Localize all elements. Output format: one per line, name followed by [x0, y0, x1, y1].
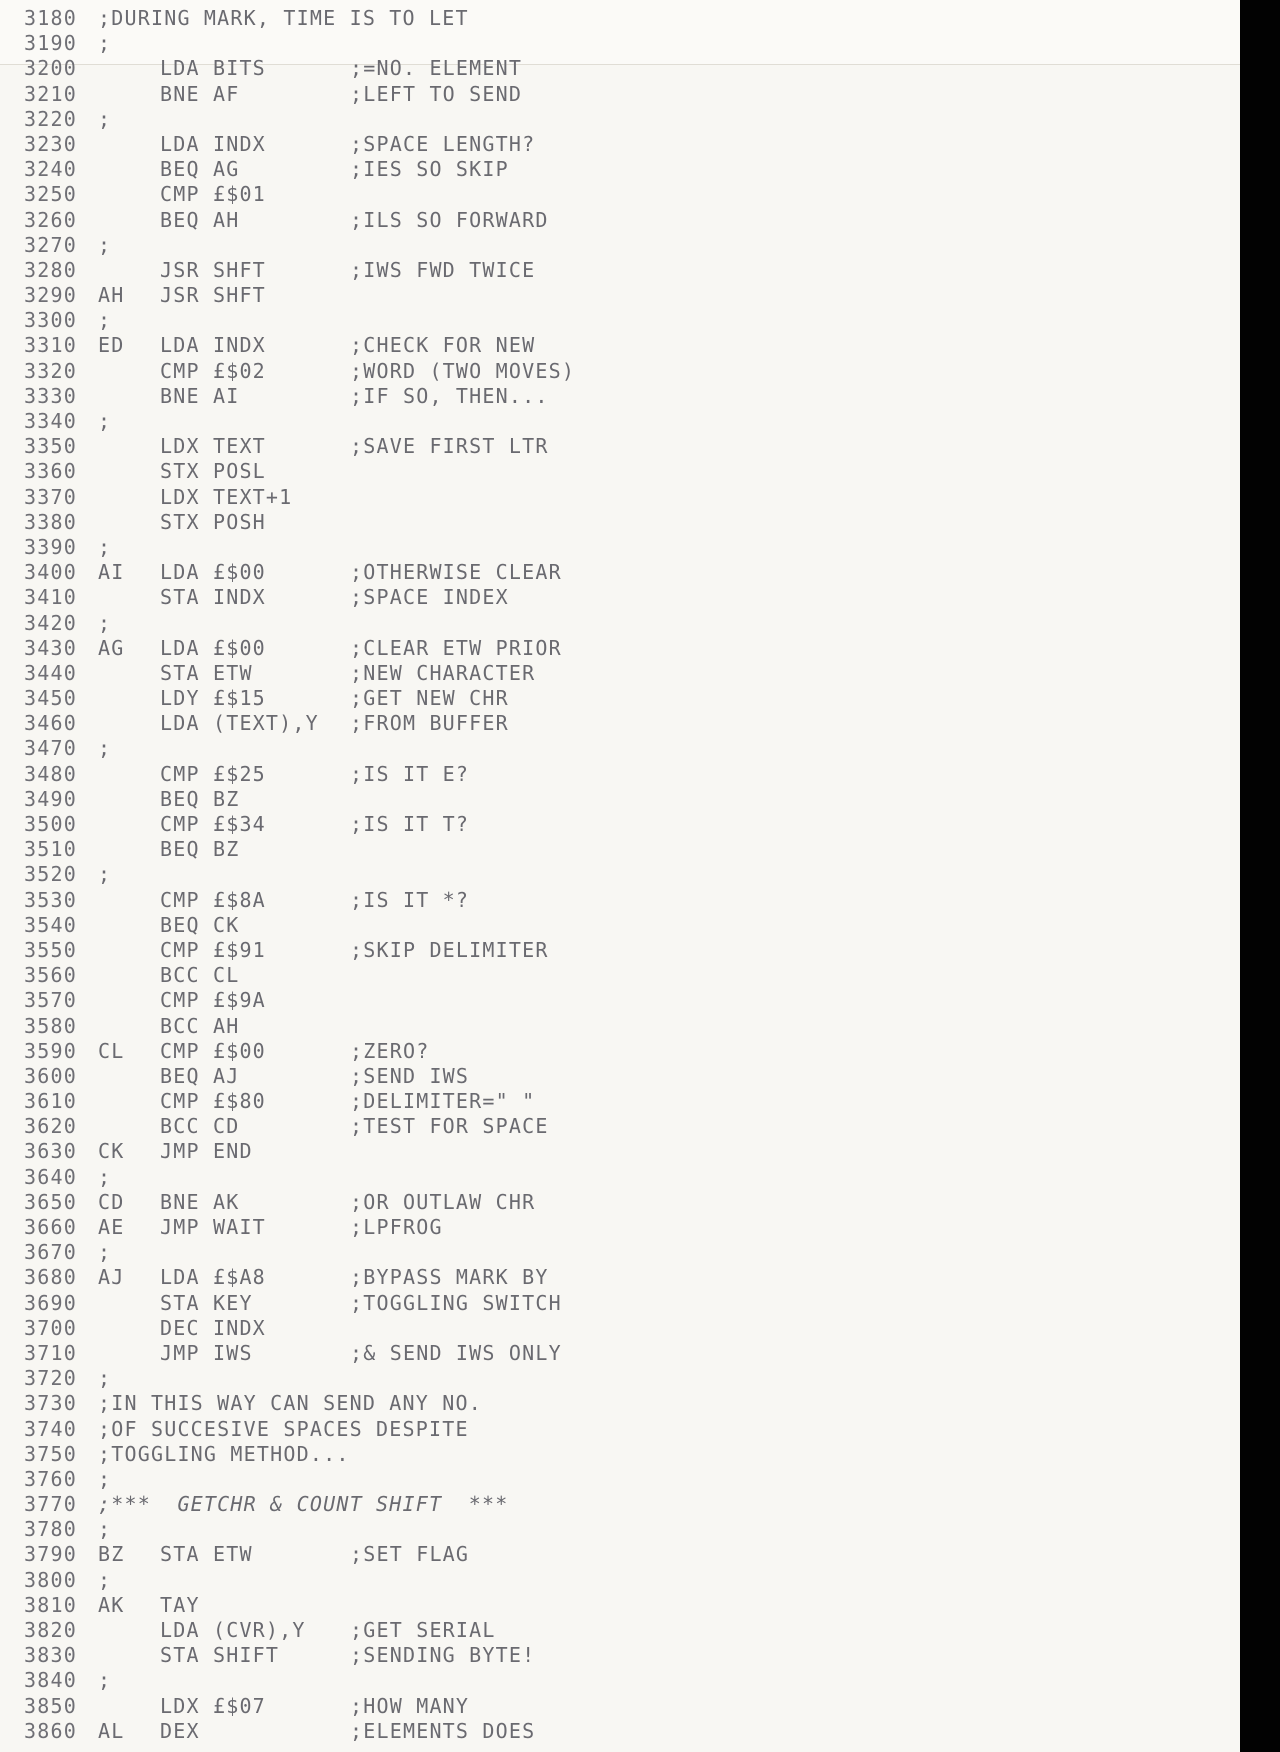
line-number: 3610 — [24, 1089, 77, 1114]
line-comment: ; — [98, 232, 112, 257]
line-instruction: LDX £$07 — [160, 1693, 266, 1718]
line-instruction: CMP £$91 — [160, 937, 266, 962]
line-comment: ;LEFT TO SEND — [350, 81, 523, 106]
line-number: 3220 — [24, 106, 77, 131]
code-line — [24, 1492, 575, 1517]
line-label: AL — [98, 1718, 125, 1743]
line-instruction: CMP £$02 — [160, 358, 266, 383]
code-line — [24, 485, 575, 510]
line-comment: ; — [98, 1240, 112, 1265]
line-instruction: LDA £$00 — [160, 560, 266, 585]
code-line — [24, 56, 575, 81]
line-instruction: BCC AH — [160, 1013, 240, 1038]
code-line — [24, 1618, 575, 1643]
line-number: 3390 — [24, 534, 77, 559]
line-number: 3450 — [24, 686, 77, 711]
line-number: 3480 — [24, 761, 77, 786]
line-label: BZ — [98, 1542, 125, 1567]
line-comment: ; — [98, 1668, 112, 1693]
line-number: 3690 — [24, 1290, 77, 1315]
code-line — [24, 1542, 575, 1567]
line-comment: ; — [98, 862, 112, 887]
line-comment: ;DELIMITER=" " — [350, 1089, 536, 1114]
code-line — [24, 132, 575, 157]
line-comment: ;=NO. ELEMENT — [350, 56, 523, 81]
line-number: 3410 — [24, 585, 77, 610]
line-number: 3380 — [24, 509, 77, 534]
code-line — [24, 888, 575, 913]
line-number: 3370 — [24, 484, 77, 509]
line-instruction: BNE AK — [160, 1189, 240, 1214]
code-line — [24, 157, 575, 182]
line-instruction: JMP END — [160, 1139, 253, 1164]
code-line — [24, 510, 575, 535]
line-instruction: CMP £$8A — [160, 887, 266, 912]
line-comment: ;ELEMENTS DOES — [350, 1718, 536, 1743]
line-label: ED — [98, 333, 125, 358]
line-instruction: CMP £$34 — [160, 812, 266, 836]
line-label: AI — [98, 560, 125, 585]
line-number: 3360 — [24, 459, 77, 484]
line-comment: ; — [98, 610, 112, 635]
line-number: 3350 — [24, 434, 77, 459]
line-number: 3730 — [24, 1391, 77, 1416]
line-number: 3250 — [24, 182, 77, 207]
line-number: 3760 — [24, 1466, 77, 1491]
line-number: 3210 — [24, 81, 77, 106]
assembly-listing — [24, 6, 575, 1744]
code-line — [24, 107, 575, 132]
code-line — [24, 359, 575, 384]
line-label: AK — [98, 1592, 125, 1617]
line-number: 3650 — [24, 1189, 77, 1214]
line-instruction: JSR SHFT — [160, 283, 266, 308]
line-comment: ;LPFROG — [350, 1215, 443, 1239]
line-number: 3310 — [24, 333, 77, 358]
code-line — [24, 535, 575, 560]
line-instruction: BEQ BZ — [160, 786, 240, 811]
line-comment: ;ZERO? — [350, 1038, 430, 1063]
line-comment: ;IS IT *? — [350, 887, 470, 912]
line-number: 3290 — [24, 283, 77, 308]
line-number: 3790 — [24, 1542, 77, 1567]
code-line — [24, 560, 575, 585]
code-line — [24, 1593, 575, 1618]
line-number: 3320 — [24, 358, 77, 383]
line-comment: ; — [98, 1517, 112, 1542]
line-instruction: LDA (CVR),Y — [160, 1618, 306, 1642]
line-number: 3240 — [24, 157, 77, 182]
code-line — [24, 837, 575, 862]
line-comment: ;WORD (TWO MOVES) — [350, 358, 576, 383]
line-comment: ;SPACE INDEX — [350, 585, 509, 610]
line-number: 3200 — [24, 56, 77, 81]
line-instruction: CMP £$00 — [160, 1038, 266, 1063]
code-line — [24, 862, 575, 887]
code-line — [24, 233, 575, 258]
line-comment: ;DURING MARK, TIME IS TO LET — [98, 6, 469, 30]
line-comment: ;IN THIS WAY CAN SEND ANY NO. — [98, 1391, 482, 1416]
code-line — [24, 1417, 575, 1442]
line-number: 3720 — [24, 1366, 77, 1391]
code-line — [24, 1165, 575, 1190]
line-comment: ;IWS FWD TWICE — [350, 257, 536, 282]
code-line — [24, 1089, 575, 1114]
line-instruction: LDA BITS — [160, 56, 266, 81]
line-comment: ; — [98, 1164, 112, 1189]
line-instruction: CMP £$9A — [160, 988, 266, 1013]
line-comment: ;IS IT E? — [350, 761, 470, 786]
line-comment: ;TEST FOR SPACE — [350, 1114, 549, 1139]
line-number: 3750 — [24, 1441, 77, 1466]
line-number: 3860 — [24, 1718, 77, 1743]
code-line — [24, 1643, 575, 1668]
line-number: 3470 — [24, 736, 77, 761]
code-line — [24, 1517, 575, 1542]
line-comment: ;BYPASS MARK BY — [350, 1265, 549, 1290]
line-comment: ;CHECK FOR NEW — [350, 333, 536, 358]
code-line — [24, 938, 575, 963]
line-number: 3640 — [24, 1164, 77, 1189]
line-comment: ;SENDING BYTE! — [350, 1643, 536, 1668]
line-instruction: DEX — [160, 1718, 200, 1743]
line-number: 3280 — [24, 257, 77, 282]
line-instruction: JSR SHFT — [160, 257, 266, 282]
line-comment: ; — [98, 1567, 112, 1592]
line-number: 3260 — [24, 207, 77, 232]
code-line — [24, 661, 575, 686]
code-line — [24, 988, 575, 1013]
line-number: 3680 — [24, 1265, 77, 1290]
code-line — [24, 1442, 575, 1467]
code-line — [24, 1694, 575, 1719]
line-instruction: STA SHIFT — [160, 1643, 280, 1668]
line-instruction: BEQ AH — [160, 207, 240, 232]
code-line — [24, 1719, 575, 1744]
line-instruction: LDX TEXT+1 — [160, 484, 293, 509]
code-line — [24, 736, 575, 761]
line-comment: ;SKIP DELIMITER — [350, 937, 549, 962]
line-number: 3830 — [24, 1643, 77, 1668]
code-line — [24, 636, 575, 661]
line-instruction: LDA £$00 — [160, 635, 266, 660]
line-number: 3460 — [24, 711, 77, 736]
line-instruction: BEQ AJ — [160, 1063, 240, 1088]
line-instruction: LDY £$15 — [160, 686, 266, 711]
line-instruction: LDX TEXT — [160, 434, 266, 459]
line-label: AH — [98, 283, 125, 308]
code-line — [24, 459, 575, 484]
line-instruction: JMP WAIT — [160, 1215, 266, 1239]
line-number: 3550 — [24, 937, 77, 962]
line-number: 3770 — [24, 1492, 77, 1517]
code-line — [24, 1215, 575, 1240]
code-line — [24, 1190, 575, 1215]
line-number: 3850 — [24, 1693, 77, 1718]
line-comment: ; — [98, 409, 112, 433]
line-label: CK — [98, 1139, 125, 1164]
line-instruction: LDA (TEXT),Y — [160, 711, 319, 736]
line-comment: ;SET FLAG — [350, 1542, 470, 1567]
line-number: 3740 — [24, 1416, 77, 1441]
code-line — [24, 182, 575, 207]
code-line — [24, 31, 575, 56]
line-instruction: STA KEY — [160, 1290, 253, 1315]
line-comment: ;OF SUCCESIVE SPACES DESPITE — [98, 1416, 469, 1441]
code-line — [24, 963, 575, 988]
line-number: 3520 — [24, 862, 77, 887]
line-comment: ;SAVE FIRST LTR — [350, 434, 549, 459]
line-number: 3820 — [24, 1618, 77, 1642]
line-number: 3600 — [24, 1063, 77, 1088]
line-comment: ;NEW CHARACTER — [350, 660, 536, 685]
line-instruction: CMP £$80 — [160, 1089, 266, 1114]
line-comment: ;FROM BUFFER — [350, 711, 509, 736]
line-comment: ;& SEND IWS ONLY — [350, 1340, 562, 1365]
line-instruction: STA ETW — [160, 660, 253, 685]
line-number: 3620 — [24, 1114, 77, 1139]
line-comment: ; — [98, 534, 112, 559]
code-line — [24, 1265, 575, 1290]
line-instruction: LDA INDX — [160, 333, 266, 358]
line-label: CD — [98, 1189, 125, 1214]
code-line — [24, 611, 575, 636]
line-instruction: STX POSL — [160, 459, 266, 484]
line-comment: ; — [98, 31, 112, 56]
code-line — [24, 762, 575, 787]
line-instruction: BNE AF — [160, 81, 240, 106]
code-line — [24, 82, 575, 107]
line-instruction: STX POSH — [160, 509, 266, 534]
line-instruction: CMP £$01 — [160, 182, 266, 207]
line-label: AE — [98, 1215, 125, 1239]
line-number: 3430 — [24, 635, 77, 660]
line-instruction: STA ETW — [160, 1542, 253, 1567]
code-line — [24, 1064, 575, 1089]
code-line — [24, 384, 575, 409]
line-number: 3670 — [24, 1240, 77, 1265]
line-comment: ;IES SO SKIP — [350, 157, 509, 182]
line-number: 3780 — [24, 1517, 77, 1542]
line-comment: ;IF SO, THEN... — [350, 383, 549, 408]
line-instruction: BNE AI — [160, 383, 240, 408]
code-line — [24, 1316, 575, 1341]
line-comment: ;*** GETCHR & COUNT SHIFT *** — [98, 1492, 509, 1517]
line-instruction: BEQ AG — [160, 157, 240, 182]
line-number: 3440 — [24, 660, 77, 685]
code-line — [24, 711, 575, 736]
code-line — [24, 1114, 575, 1139]
code-line — [24, 1341, 575, 1366]
code-line — [24, 1391, 575, 1416]
line-comment: ;GET NEW CHR — [350, 686, 509, 711]
line-comment: ; — [98, 308, 112, 333]
line-comment: ;TOGGLING SWITCH — [350, 1290, 562, 1315]
code-line — [24, 258, 575, 283]
line-number: 3300 — [24, 308, 77, 333]
code-line — [24, 585, 575, 610]
line-comment: ; — [98, 1466, 112, 1491]
code-line — [24, 333, 575, 358]
line-instruction: BCC CL — [160, 963, 240, 988]
line-number: 3530 — [24, 887, 77, 912]
line-comment: ;CLEAR ETW PRIOR — [350, 635, 562, 660]
line-number: 3560 — [24, 963, 77, 988]
line-number: 3660 — [24, 1215, 77, 1239]
line-number: 3330 — [24, 383, 77, 408]
line-instruction: BCC CD — [160, 1114, 240, 1139]
line-number: 3700 — [24, 1315, 77, 1340]
line-number: 3840 — [24, 1668, 77, 1693]
code-line — [24, 1366, 575, 1391]
line-instruction: CMP £$25 — [160, 761, 266, 786]
line-comment: ;HOW MANY — [350, 1693, 470, 1718]
line-number: 3180 — [24, 6, 77, 30]
code-line — [24, 409, 575, 434]
line-label: AJ — [98, 1265, 125, 1290]
line-number: 3270 — [24, 232, 77, 257]
line-comment: ; — [98, 736, 112, 761]
code-line — [24, 686, 575, 711]
line-number: 3510 — [24, 837, 77, 862]
line-number: 3400 — [24, 560, 77, 585]
line-instruction: TAY — [160, 1592, 200, 1617]
code-line — [24, 1668, 575, 1693]
line-instruction: BEQ CK — [160, 912, 240, 937]
code-line — [24, 1291, 575, 1316]
line-comment: ; — [98, 106, 112, 131]
line-instruction: JMP IWS — [160, 1340, 253, 1365]
code-line — [24, 1039, 575, 1064]
line-number: 3570 — [24, 988, 77, 1013]
code-line — [24, 1568, 575, 1593]
code-line — [24, 1014, 575, 1039]
line-number: 3590 — [24, 1038, 77, 1063]
line-comment: ;OR OUTLAW CHR — [350, 1189, 536, 1214]
code-line — [24, 1467, 575, 1492]
line-number: 3340 — [24, 409, 77, 433]
line-number: 3420 — [24, 610, 77, 635]
code-line — [24, 208, 575, 233]
code-line — [24, 308, 575, 333]
code-line — [24, 1240, 575, 1265]
code-line — [24, 6, 575, 31]
code-line — [24, 787, 575, 812]
line-number: 3710 — [24, 1340, 77, 1365]
code-line — [24, 283, 575, 308]
line-number: 3540 — [24, 912, 77, 937]
line-label: AG — [98, 635, 125, 660]
line-comment: ;SPACE LENGTH? — [350, 131, 536, 156]
line-instruction: BEQ BZ — [160, 837, 240, 862]
line-instruction: STA INDX — [160, 585, 266, 610]
line-comment: ;IS IT T? — [350, 812, 470, 836]
line-number: 3810 — [24, 1592, 77, 1617]
line-comment: ;ILS SO FORWARD — [350, 207, 549, 232]
line-comment: ; — [98, 1366, 112, 1391]
line-comment: ;SEND IWS — [350, 1063, 470, 1088]
line-number: 3490 — [24, 786, 77, 811]
line-comment: ;OTHERWISE CLEAR — [350, 560, 562, 585]
line-label: CL — [98, 1038, 125, 1063]
line-number: 3580 — [24, 1013, 77, 1038]
line-comment: ;GET SERIAL — [350, 1618, 496, 1642]
line-comment: ;TOGGLING METHOD... — [98, 1441, 350, 1466]
code-line — [24, 434, 575, 459]
scan-right-edge — [1240, 0, 1280, 1752]
line-number: 3190 — [24, 31, 77, 56]
line-number: 3630 — [24, 1139, 77, 1164]
code-line — [24, 812, 575, 837]
line-number: 3230 — [24, 131, 77, 156]
line-instruction: LDA £$A8 — [160, 1265, 266, 1290]
code-line — [24, 913, 575, 938]
line-instruction: DEC INDX — [160, 1315, 266, 1340]
line-instruction: LDA INDX — [160, 131, 266, 156]
code-line — [24, 1139, 575, 1164]
line-number: 3500 — [24, 812, 77, 836]
line-number: 3800 — [24, 1567, 77, 1592]
